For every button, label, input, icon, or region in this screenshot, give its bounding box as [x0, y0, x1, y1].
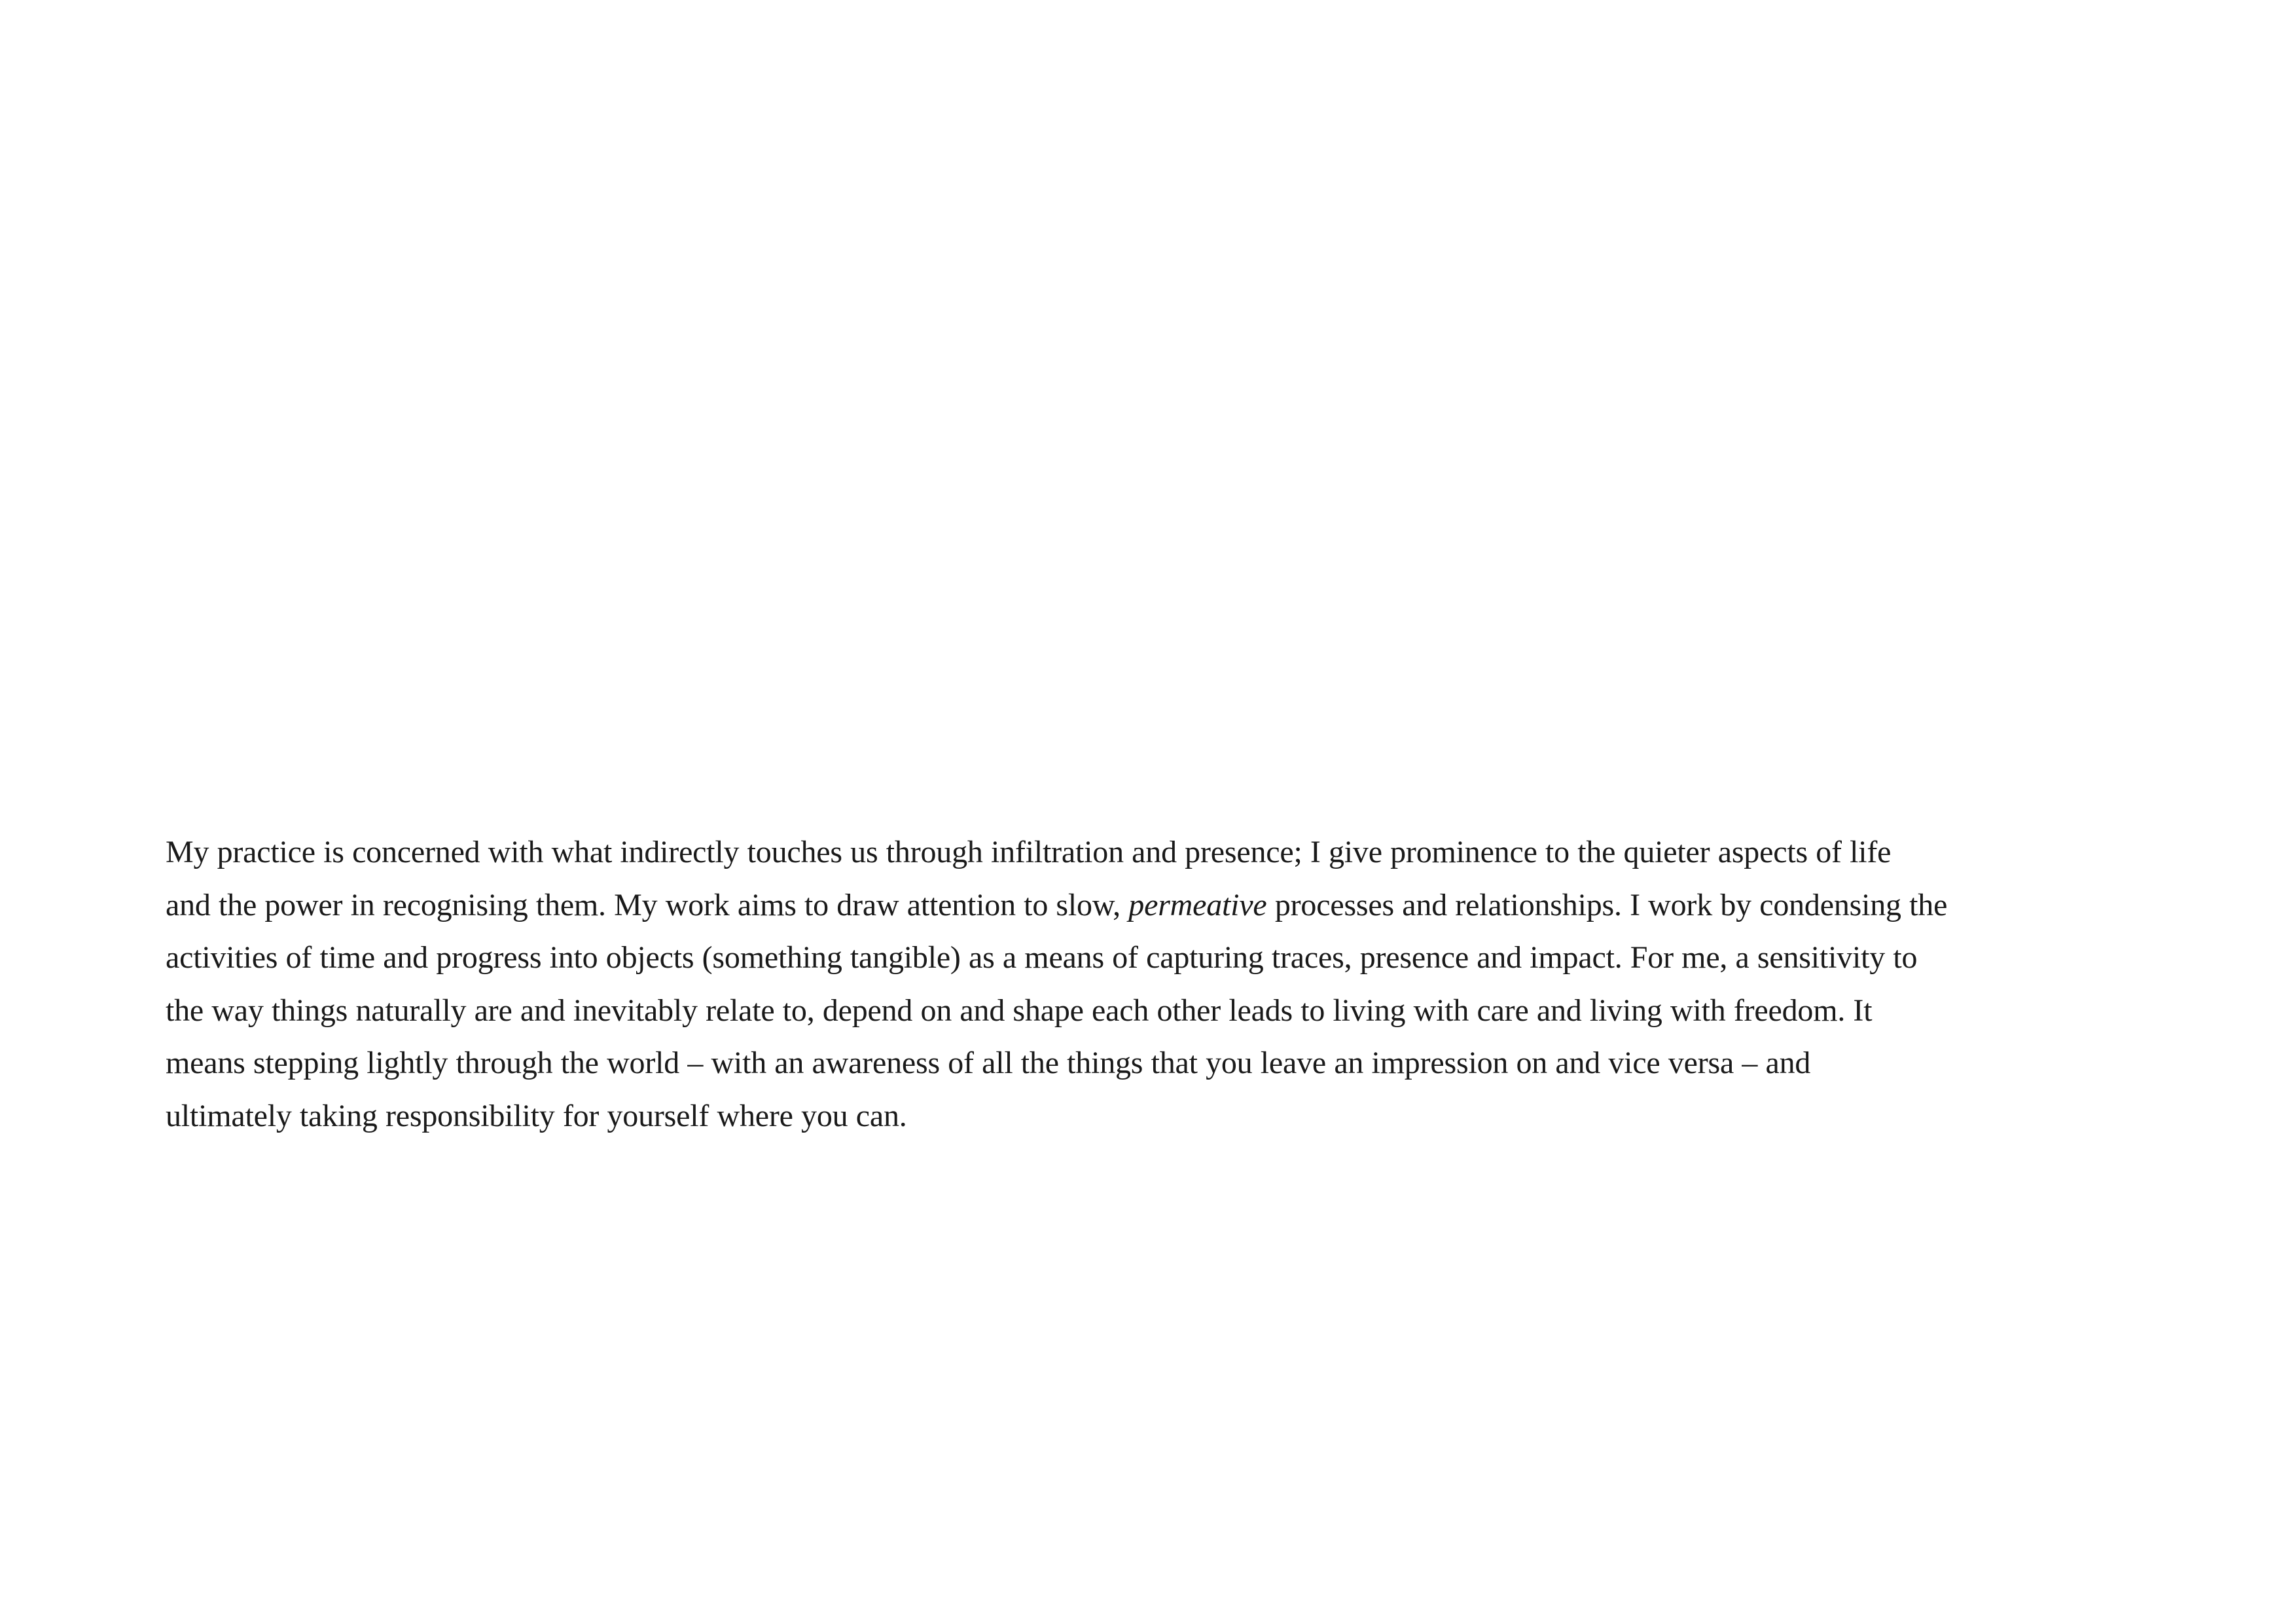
statement-line-3: activities of time and progress into objects (something tangible) as a means of capturing traces, presence and impact. For me, a sensitivity to	[166, 940, 1918, 975]
statement-line-5: means stepping lightly through the world – with an awareness of all the things that you leave an impression on and vice versa – and	[166, 1046, 1811, 1080]
statement-line-2-end: processes and relationships. I work by condensing the	[1266, 887, 1948, 922]
statement-line-2	[166, 879, 2195, 932]
statement-line-1: My practice is concerned with what indirectly touches us through infiltration and presence; I give prominence to the quieter aspects of life	[166, 835, 1892, 869]
statement-line-2-start: and the power in recognising them. My work aims to draw attention to slow,	[166, 887, 1129, 922]
statement-line-4: the way things naturally are and inevitably relate to, depend on and shape each other leads to living with care and living with freedom. It	[166, 993, 1873, 1028]
artist-statement	[166, 826, 2195, 1142]
statement-line-6: ultimately taking responsibility for yourself where you can.	[166, 1098, 907, 1133]
emphasized-word: permeative	[1128, 887, 1267, 922]
